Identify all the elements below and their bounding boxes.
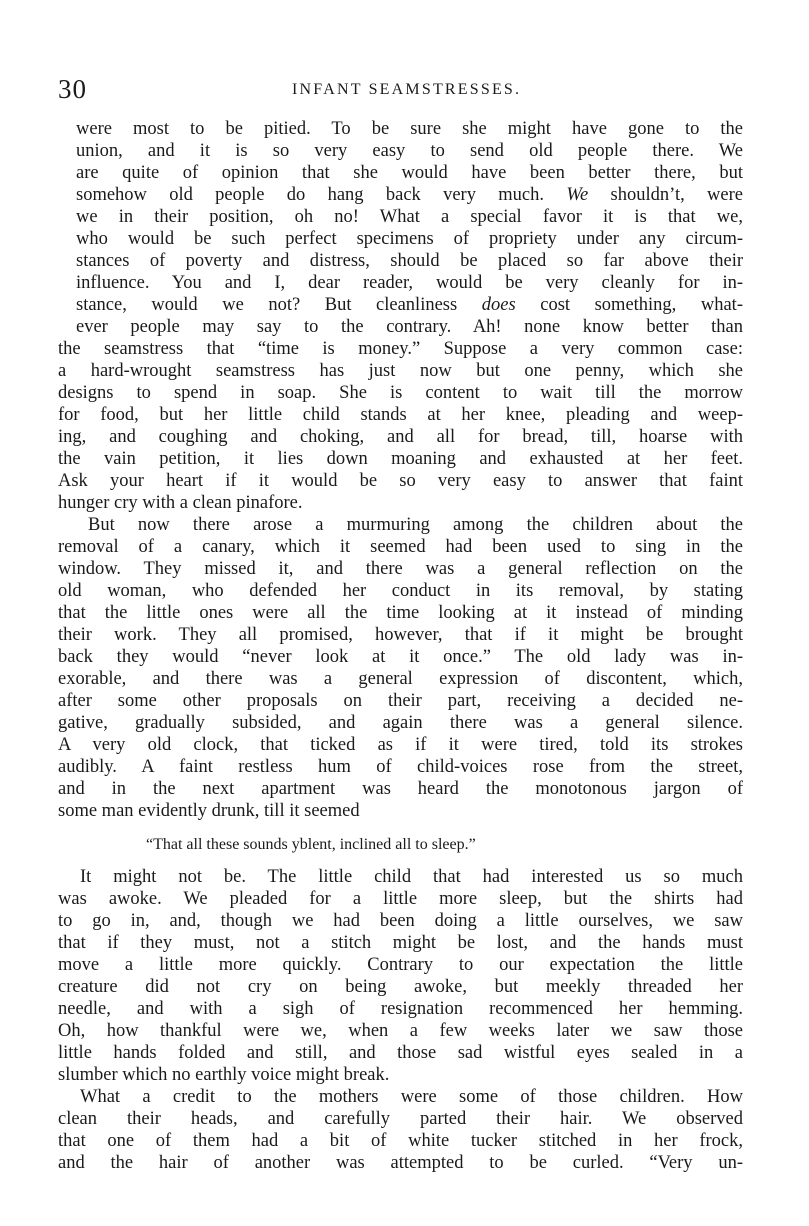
text-line: stance, would we not? But cleanliness does cost something, what- [76,295,743,315]
text-line: slumber which no earthly voice might break. [58,1065,390,1085]
text-line: audibly. A faint restless hum of child-voices rose from the street, [58,757,743,777]
text-line: we in their position, oh no! What a special favor it is that we, [76,207,743,227]
paragraph-4 [58,1086,743,1174]
text-line: creature did not cry on being awoke, but meekly threaded her [58,977,743,997]
text-line: union, and it is so very easy to send old people there. We [76,141,743,161]
text-line: ing, and coughing and choking, and all for bread, till, hoarse with [58,427,743,447]
text-line: a hard-wrought seamstress has just now but one penny, which she [58,361,743,381]
text-line: and in the next apartment was heard the monotonous jargon of [58,779,743,799]
text-line: What a credit to the mothers were some of those children. How [80,1087,743,1107]
text-line: move a little more quickly. Contrary to our expectation the little [58,955,743,975]
text-line: back they would “never look at it once.” The old lady was in- [58,647,743,667]
text-line: stances of poverty and distress, should be placed so far above their [76,251,743,271]
text-line: ever people may say to the contrary. Ah! none know better than [76,317,743,337]
paragraph-3 [58,866,743,1086]
text-line: Oh, how thankful were we, when a few weeks later we saw those [58,1021,743,1041]
text-line: window. They missed it, and there was a general reflection on the [58,559,743,579]
text-line: gative, gradually subsided, and again there was a general silence. [58,713,743,733]
text-line: are quite of opinion that she would have been better there, but [76,163,743,183]
body-text [58,118,743,1174]
text-line: old woman, who defended her conduct in its removal, by stating [58,581,743,601]
verse-quote: “That all these sounds yblent, inclined all to sleep.” [146,836,476,853]
text-line: designs to spend in soap. She is content to wait till the morrow [58,383,743,403]
text-line: clean their heads, and carefully parted their hair. We observed [58,1109,743,1129]
text-line: Ask your heart if it would be so very easy to answer that faint [58,471,743,491]
text-line: But now there arose a murmuring among the children about the [88,515,743,535]
page-number: 30 [58,74,87,104]
text-line: who would be such perfect specimens of propriety under any circum- [76,229,743,249]
text-line: to go in, and, though we had been doing a little ourselves, we saw [58,911,743,931]
text-line: It might not be. The little child that had interested us so much [80,867,743,887]
text-line: after some other proposals on their part, receiving a decided ne- [58,691,743,711]
text-line: that the little ones were all the time looking at it instead of minding [58,603,743,623]
text-line: that if they must, not a stitch might be lost, and the hands must [58,933,743,953]
text-line: exorable, and there was a general expression of discontent, which, [58,669,743,689]
text-line: that one of them had a bit of white tucker stitched in her frock, [58,1131,743,1151]
text-line: somehow old people do hang back very much. We shouldn’t, were [76,185,743,205]
text-line: influence. You and I, dear reader, would be very cleanly for in- [76,273,743,293]
text-line: were most to be pitied. To be sure she might have gone to the [76,119,743,139]
text-line: was awoke. We pleaded for a little more sleep, but the shirts had [58,889,743,909]
text-line: the seamstress that “time is money.” Suppose a very common case: [58,339,743,359]
text-line: some man evidently drunk, till it seemed [58,801,360,821]
paragraph-1 [58,118,743,514]
text-line: and the hair of another was attempted to be curled. “Very un- [58,1153,743,1173]
text-line: little hands folded and still, and those sad wistful eyes sealed in a [58,1043,743,1063]
text-line: the vain petition, it lies down moaning and exhausted at her feet. [58,449,743,469]
running-title: INFANT SEAMSTRESSES. [292,81,522,98]
text-line: their work. They all promised, however, that if it might be brought [58,625,743,645]
text-line: hunger cry with a clean pinafore. [58,493,303,513]
running-head [58,74,758,104]
text-line: needle, and with a sigh of resignation recommenced her hemming. [58,999,743,1019]
text-line: A very old clock, that ticked as if it were tired, told its strokes [58,735,743,755]
text-line: for food, but her little child stands at her knee, pleading and weep- [58,405,743,425]
paragraph-2 [58,514,743,822]
text-line: removal of a canary, which it seemed had been used to sing in the [58,537,743,557]
